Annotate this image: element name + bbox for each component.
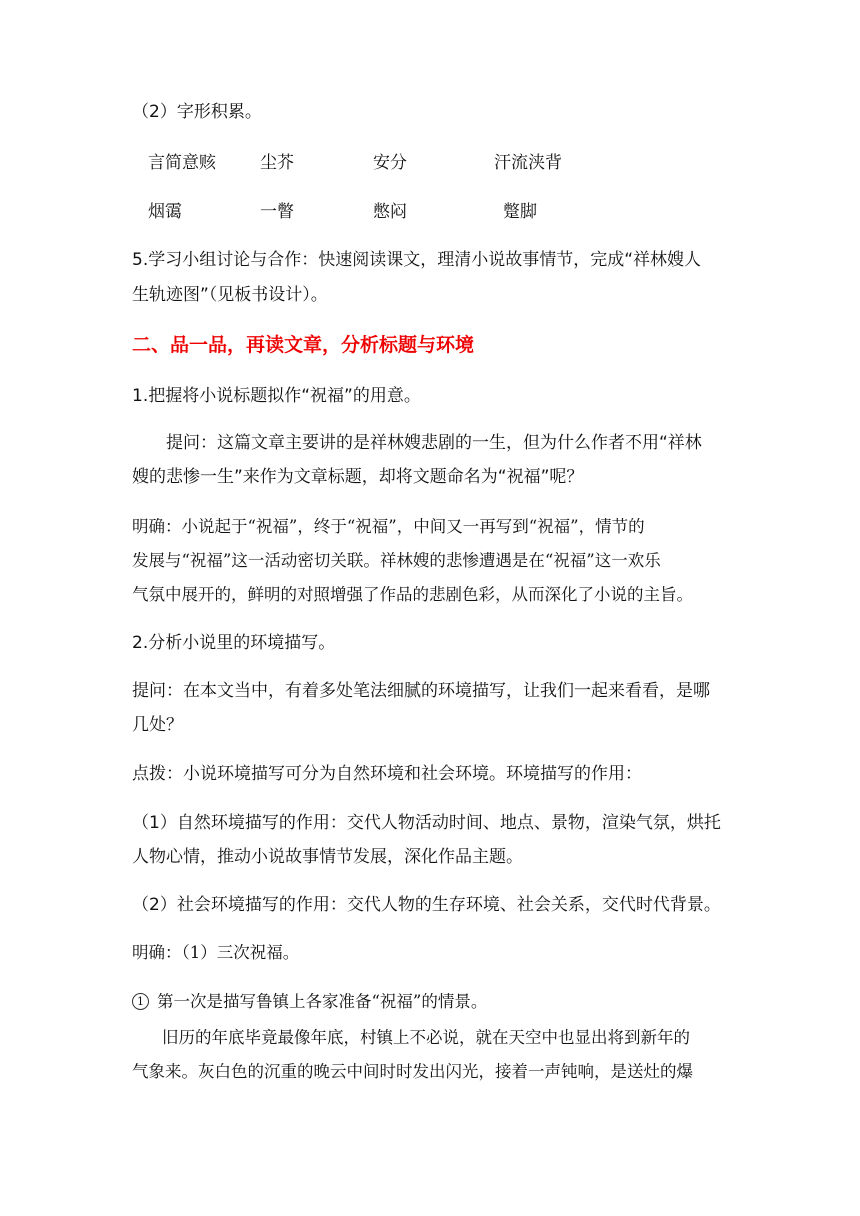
circled-number-marker: 1 <box>132 993 149 1010</box>
paragraph-line: 5.学习小组讨论与合作：快速阅读课文，理清小说故事情节，完成“祥林嫂人 <box>132 250 702 270</box>
paragraph-line: 点拨：小说环境描写可分为自然环境和社会环境。环境描写的作用： <box>132 764 642 784</box>
vocab-word: 一瞥 <box>260 202 294 222</box>
vocab-word: 蹩脚 <box>503 202 537 222</box>
paragraph-line: 生轨迹图”（见板书设计）。 <box>132 285 328 305</box>
paragraph-line: 1.把握将小说标题拟作“祝福”的用意。 <box>132 386 421 406</box>
circled-item-text: 第一次是描写鲁镇上各家准备“祝福”的情景。 <box>157 992 488 1011</box>
paragraph-line: （2）社会环境描写的作用：交代人物的生存环境、社会关系，交代时代背景。 <box>132 895 721 915</box>
vocab-word: 言简意赅 <box>148 153 216 173</box>
paragraph-line: 发展与“祝福”这一活动密切关联。祥林嫂的悲惨遭遇是在“祝福”这一欢乐 <box>132 551 661 570</box>
paragraph-line: 旧历的年底毕竟最像年底，村镇上不必说，就在天空中也显出将到新年的 <box>162 1028 690 1047</box>
circled-item <box>132 990 487 1014</box>
vocab-word: 尘芥 <box>260 153 294 173</box>
paragraph-line: 提问：在本文当中，有着多处笔法细腻的环境描写，让我们一起来看看，是哪 <box>132 681 710 701</box>
paragraph-line: 明确：小说起于“祝福”，终于“祝福”，中间又一再写到“祝福”，情节的 <box>132 517 645 536</box>
section-heading: 二、品一品，再读文章，分析标题与环境 <box>132 334 475 356</box>
paragraph-line: （1）自然环境描写的作用：交代人物活动时间、地点、景物，渲染气氛，烘托 <box>132 813 721 833</box>
vocab-word: 憋闷 <box>373 202 407 222</box>
paragraph-line: 提问：这篇文章主要讲的是祥林嫂悲剧的一生，但为什么作者不用“祥林 <box>166 433 702 453</box>
paragraph-line: 几处？ <box>132 715 183 735</box>
paragraph-line: 气氛中展开的，鲜明的对照增强了作品的悲剧色彩，从而深化了小说的主旨。 <box>132 585 693 604</box>
vocab-word: 烟霭 <box>148 202 182 222</box>
vocab-word: 安分 <box>373 153 407 173</box>
paragraph-line: 嫂的悲惨一生”来作为文章标题，却将文题命名为“祝福”呢？ <box>132 467 584 487</box>
paragraph-line: 2.分析小说里的环境描写。 <box>132 633 336 653</box>
paragraph-line: 气象来。灰白色的沉重的晚云中间时时发出闪光，接着一声钝响，是送灶的爆 <box>132 1062 693 1081</box>
paragraph-line: 人物心情，推动小说故事情节发展，深化作品主题。 <box>132 847 523 867</box>
section-item-glyph-accumulation: （2）字形积累。 <box>132 102 262 122</box>
paragraph-line: 明确：（1）三次祝福。 <box>132 943 300 962</box>
vocab-word: 汗流浃背 <box>494 153 562 173</box>
